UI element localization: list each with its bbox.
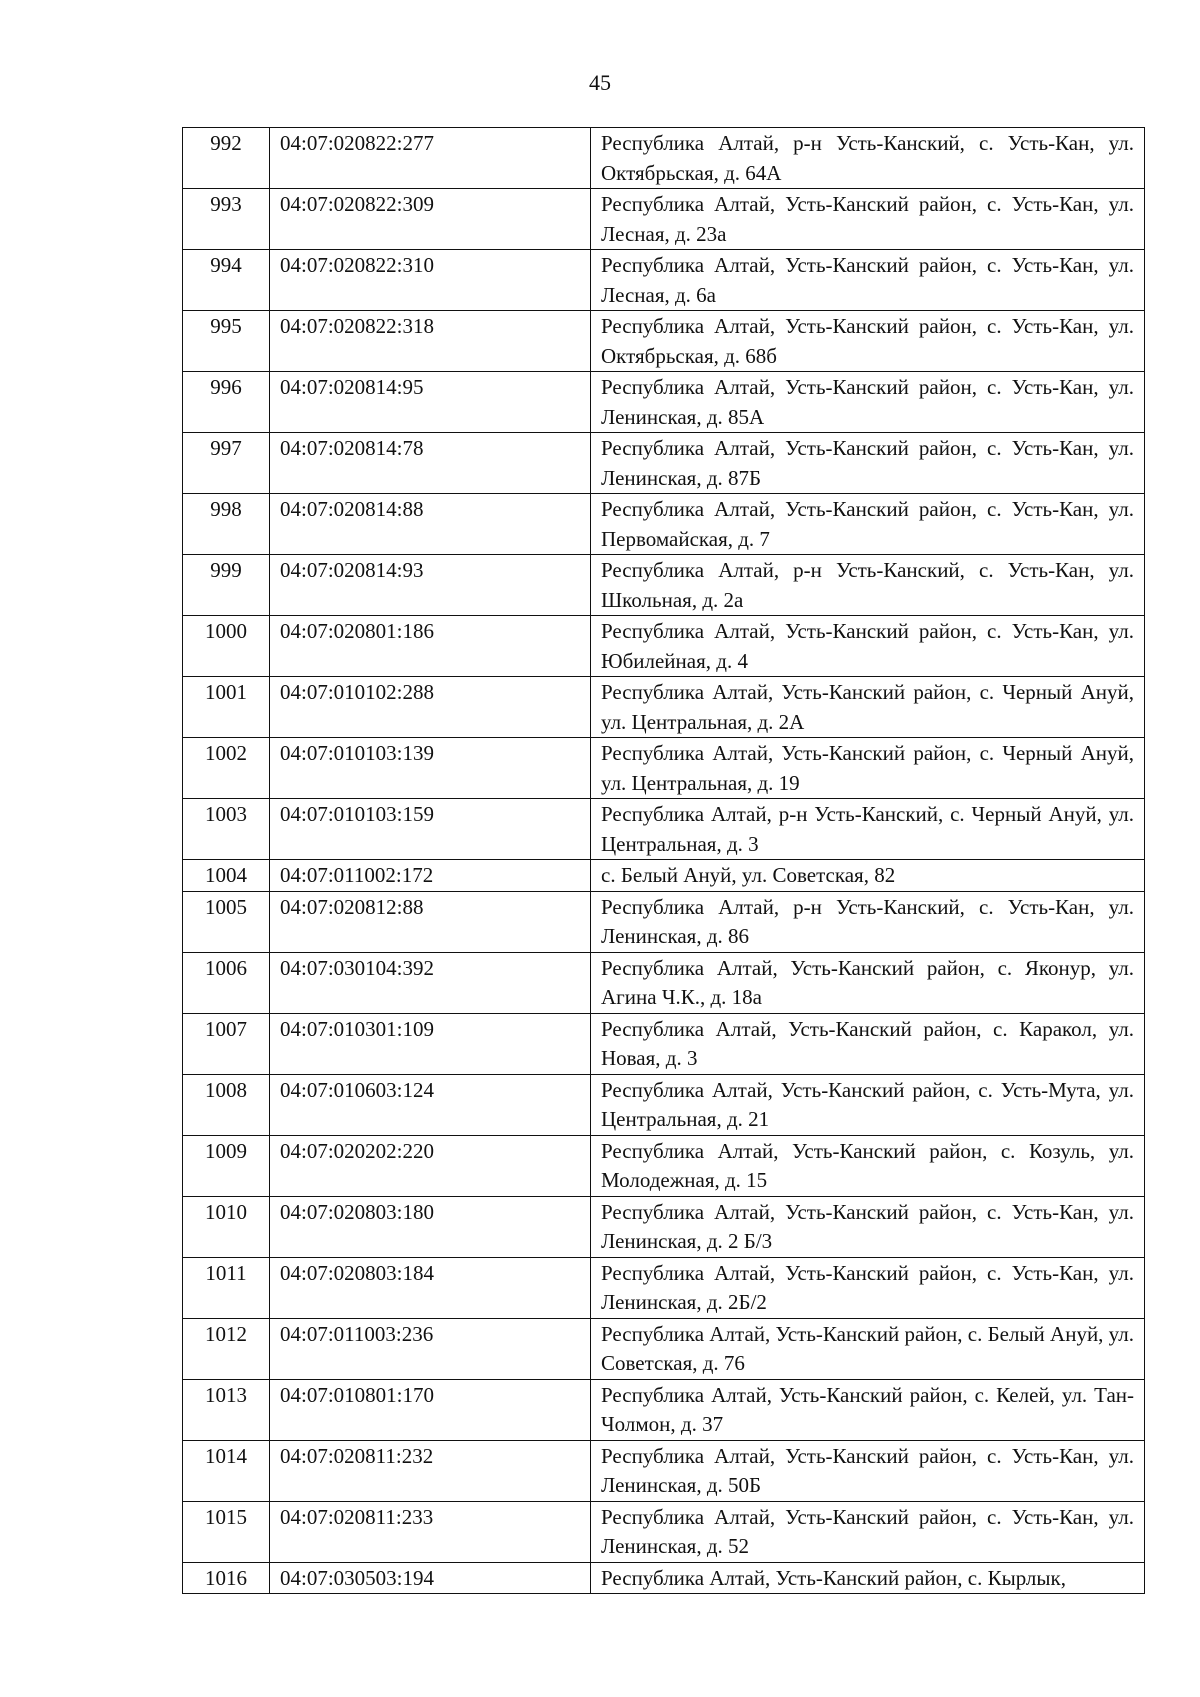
row-number: 1011 <box>183 1257 270 1318</box>
property-table <box>182 127 1145 1594</box>
row-number: 1007 <box>183 1013 270 1074</box>
table-row <box>183 1074 1145 1135</box>
table-row <box>183 738 1145 799</box>
row-number: 996 <box>183 372 270 433</box>
row-number: 1013 <box>183 1379 270 1440</box>
cadastral-number: 04:07:010102:288 <box>270 677 591 738</box>
table-row <box>183 1257 1145 1318</box>
address: Республика Алтай, Усть-Канский район, с. Черный Ануй, ул. Центральная, д. 2А <box>591 677 1145 738</box>
row-number: 998 <box>183 494 270 555</box>
table-row <box>183 1196 1145 1257</box>
address: Республика Алтай, р-н Усть-Канский, с. Черный Ануй, ул. Центральная, д. 3 <box>591 799 1145 860</box>
row-number: 999 <box>183 555 270 616</box>
row-number: 1001 <box>183 677 270 738</box>
table-row <box>183 677 1145 738</box>
cadastral-number: 04:07:010301:109 <box>270 1013 591 1074</box>
table-row <box>183 1562 1145 1594</box>
address: Республика Алтай, Усть-Канский район, с. Каракол, ул. Новая, д. 3 <box>591 1013 1145 1074</box>
row-number: 997 <box>183 433 270 494</box>
address: Республика Алтай, р-н Усть-Канский, с. Усть-Кан, ул. Школьная, д. 2а <box>591 555 1145 616</box>
cadastral-number: 04:07:020814:88 <box>270 494 591 555</box>
row-number: 1006 <box>183 952 270 1013</box>
cadastral-number: 04:07:020811:232 <box>270 1440 591 1501</box>
address: Республика Алтай, Усть-Канский район, с. Усть-Кан, ул. Ленинская, д. 87Б <box>591 433 1145 494</box>
table-row <box>183 128 1145 189</box>
cadastral-number: 04:07:011003:236 <box>270 1318 591 1379</box>
address: Республика Алтай, Усть-Канский район, с. Усть-Кан, ул. Ленинская, д. 2 Б/3 <box>591 1196 1145 1257</box>
cadastral-number: 04:07:020814:93 <box>270 555 591 616</box>
address: Республика Алтай, Усть-Канский район, с. Усть-Кан, ул. Ленинская, д. 52 <box>591 1501 1145 1562</box>
table-row <box>183 891 1145 952</box>
address: Республика Алтай, р-н Усть-Канский, с. Усть-Кан, ул. Октябрьская, д. 64А <box>591 128 1145 189</box>
row-number: 1015 <box>183 1501 270 1562</box>
table-row <box>183 189 1145 250</box>
cadastral-number: 04:07:020822:277 <box>270 128 591 189</box>
cadastral-number: 04:07:020822:310 <box>270 250 591 311</box>
cadastral-number: 04:07:020814:78 <box>270 433 591 494</box>
cadastral-number: 04:07:020801:186 <box>270 616 591 677</box>
address: Республика Алтай, Усть-Канский район, с. Белый Ануй, ул. Советская, д. 76 <box>591 1318 1145 1379</box>
table-row <box>183 1135 1145 1196</box>
table-row <box>183 1440 1145 1501</box>
address: Республика Алтай, Усть-Канский район, с. Яконур, ул. Агина Ч.К., д. 18а <box>591 952 1145 1013</box>
address: Республика Алтай, Усть-Канский район, с. Черный Ануй, ул. Центральная, д. 19 <box>591 738 1145 799</box>
row-number: 1003 <box>183 799 270 860</box>
table-row <box>183 250 1145 311</box>
table-row <box>183 555 1145 616</box>
cadastral-number: 04:07:020812:88 <box>270 891 591 952</box>
table-row <box>183 1318 1145 1379</box>
cadastral-number: 04:07:020814:95 <box>270 372 591 433</box>
address: Республика Алтай, Усть-Канский район, с. Усть-Кан, ул. Первомайская, д. 7 <box>591 494 1145 555</box>
address: Республика Алтай, Усть-Канский район, с. Кырлык, <box>591 1562 1145 1594</box>
table-row <box>183 372 1145 433</box>
cadastral-number: 04:07:010103:139 <box>270 738 591 799</box>
row-number: 1014 <box>183 1440 270 1501</box>
address: Республика Алтай, Усть-Канский район, с. Усть-Кан, ул. Ленинская, д. 50Б <box>591 1440 1145 1501</box>
cadastral-number: 04:07:020822:309 <box>270 189 591 250</box>
row-number: 995 <box>183 311 270 372</box>
address: Республика Алтай, Усть-Канский район, с. Усть-Кан, ул. Юбилейная, д. 4 <box>591 616 1145 677</box>
row-number: 992 <box>183 128 270 189</box>
cadastral-number: 04:07:020803:180 <box>270 1196 591 1257</box>
address: Республика Алтай, Усть-Канский район, с. Усть-Кан, ул. Лесная, д. 23а <box>591 189 1145 250</box>
table-row <box>183 1501 1145 1562</box>
table-row <box>183 494 1145 555</box>
page-number: 45 <box>589 70 611 95</box>
row-number: 1004 <box>183 860 270 892</box>
row-number: 1010 <box>183 1196 270 1257</box>
address: Республика Алтай, Усть-Канский район, с. Усть-Кан, ул. Октябрьская, д. 68б <box>591 311 1145 372</box>
cadastral-number: 04:07:020202:220 <box>270 1135 591 1196</box>
cadastral-number: 04:07:010603:124 <box>270 1074 591 1135</box>
table-row <box>183 1379 1145 1440</box>
cadastral-number: 04:07:010801:170 <box>270 1379 591 1440</box>
row-number: 1002 <box>183 738 270 799</box>
row-number: 1009 <box>183 1135 270 1196</box>
cadastral-number: 04:07:020803:184 <box>270 1257 591 1318</box>
cadastral-number: 04:07:020822:318 <box>270 311 591 372</box>
cadastral-number: 04:07:011002:172 <box>270 860 591 892</box>
row-number: 994 <box>183 250 270 311</box>
address: с. Белый Ануй, ул. Советская, 82 <box>591 860 1145 892</box>
address: Республика Алтай, Усть-Канский район, с. Козуль, ул. Молодежная, д. 15 <box>591 1135 1145 1196</box>
address: Республика Алтай, Усть-Канский район, с. Келей, ул. Тан-Чолмон, д. 37 <box>591 1379 1145 1440</box>
cadastral-number: 04:07:010103:159 <box>270 799 591 860</box>
row-number: 1016 <box>183 1562 270 1594</box>
address: Республика Алтай, Усть-Канский район, с. Усть-Кан, ул. Лесная, д. 6а <box>591 250 1145 311</box>
table-row <box>183 433 1145 494</box>
row-number: 1008 <box>183 1074 270 1135</box>
table-row <box>183 1013 1145 1074</box>
row-number: 1005 <box>183 891 270 952</box>
table-row <box>183 311 1145 372</box>
cadastral-number: 04:07:020811:233 <box>270 1501 591 1562</box>
cadastral-number: 04:07:030104:392 <box>270 952 591 1013</box>
address: Республика Алтай, р-н Усть-Канский, с. Усть-Кан, ул. Ленинская, д. 86 <box>591 891 1145 952</box>
cadastral-number: 04:07:030503:194 <box>270 1562 591 1594</box>
row-number: 1012 <box>183 1318 270 1379</box>
row-number: 1000 <box>183 616 270 677</box>
address: Республика Алтай, Усть-Канский район, с. Усть-Кан, ул. Ленинская, д. 85А <box>591 372 1145 433</box>
table-row <box>183 799 1145 860</box>
table-row <box>183 952 1145 1013</box>
property-table-body <box>183 128 1145 1594</box>
row-number: 993 <box>183 189 270 250</box>
table-row <box>183 860 1145 892</box>
address: Республика Алтай, Усть-Канский район, с. Усть-Кан, ул. Ленинская, д. 2Б/2 <box>591 1257 1145 1318</box>
address: Республика Алтай, Усть-Канский район, с. Усть-Мута, ул. Центральная, д. 21 <box>591 1074 1145 1135</box>
table-row <box>183 616 1145 677</box>
